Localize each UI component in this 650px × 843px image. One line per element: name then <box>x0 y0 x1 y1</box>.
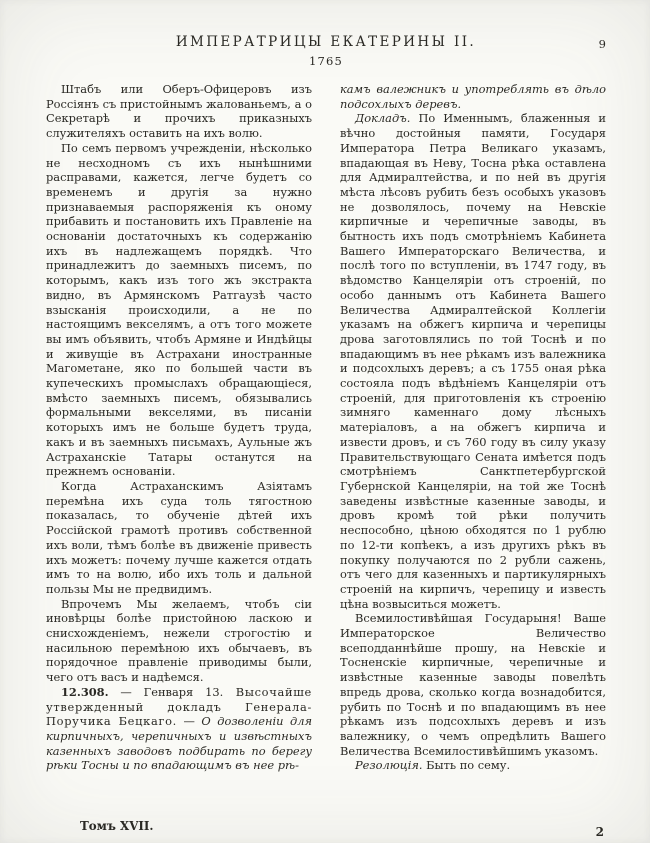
resolution-paragraph <box>340 758 606 773</box>
page-title: ИМПЕРАТРИЦЫ ЕКАТЕРИНЫ II. <box>175 34 477 50</box>
running-head <box>46 34 606 50</box>
report-body: По Именнымъ, блаженныя и вѣчно достойныя памяти, Государя Императора Петра Великаго указамъ, впадающая въ Неву, Тосна рѣка оставлена для Адмиралтейства, и по ней въ другія мѣста лѣсовъ рубить безъ особыхъ указовъ не дозволялось, почему на Невскіе кирпичные и черепичные заводы, въ бытность ихъ подъ смотрѣніемъ Кабинета Вашего Императорскаго Величества, и послѣ того по вступленіи, въ 1747 году, въ вѣдомство Канцеляріи отъ строеній, по особо даннымъ отъ Кабинета Вашего Величества Адмиралтейской Коллегіи указамъ на обжегъ кирпича и черепицы дрова заготовлялись по той Тоснѣ и по впадающимъ въ нее рѣкамъ изъ валежника и подсохлыхъ деревъ; а съ 1755 оная рѣка состояла подъ вѣдѣніемъ Канцеляріи отъ строеній, для приготовленія къ строенію зимняго каменнаго дому лѣсныхъ матеріаловъ, а на обжегъ кирпича и извести дровъ, и съ 760 году въ силу указу Правительствующаго Сената имѣется подъ смотрѣніемъ Санктпетербургской Губернской Канцеляріи, на той же Тоснѣ заведены извѣстные казенные заводы, и дровъ кромѣ той рѣки получить неспособно, цѣною обходятся по 1 рублю по 12-ти копѣекъ, а изъ другихъ рѣкъ въ покупку получаются по 2 рубли сажень, отъ чего для казенныхъ и партикулярныхъ строеній на кирпичъ, черепицу и известь цѣна возвыситься можетъ. <box>340 111 606 611</box>
law-entry-heading <box>46 685 312 773</box>
entry-separator: — <box>177 714 202 729</box>
page-number: 9 <box>598 37 606 51</box>
right-column <box>340 82 606 773</box>
paragraph: Когда Астраханскимъ Азіятамъ перемѣна ихъ суда толь тягостною показалась, то обученіе дѣтей ихъ Россійской грамотѣ противъ собственной ихъ воли, тѣмъ болѣе въ движеніе привесть ихъ можетъ: почему лучше кажется отдать имъ то на волю, ибо ихъ толь и дальной пользы Мы не предвидимъ. <box>46 478 312 596</box>
entry-date: Генваря 13. <box>143 684 224 699</box>
resolution-label: Резолюція. <box>355 758 423 773</box>
paragraph: По семъ первомъ учрежденіи, нѣсколько не несходномъ съ ихъ нынѣшними расправами, кажется, легче будетъ со временемъ и другія за нужно признаваемыя распоряженія къ оному прибавить и постановить ихъ Правленіе на основаніи достаточныхъ къ содержанію ихъ въ надлежащемъ порядкѣ. Что принадлежитъ до заемныхъ писемъ, по которымъ, какъ изъ того жъ экстракта видно, въ Армянскомъ Ратгаузѣ часто взысканія происходили, а не по настоящимъ векселямъ, а отъ того можете вы имъ объявить, чтобъ Армяне и Индѣйцы и живущіе въ Астрахани иностранные Магометане, яко по большей части въ купеческихъ промыслахъ обращающіеся, вмѣсто заемныхъ писемъ, обязывались формальными векселями, въ писаніи которыхъ имъ не больше будетъ труда, какъ и въ заемныхъ письмахъ, Аульные жъ Астраханскіе Татары останутся на прежнемъ основаніи. <box>46 140 312 479</box>
report-paragraph <box>340 111 606 611</box>
paragraph: Впрочемъ Мы желаемъ, чтобъ сіи иновѣрцы болѣе пристойною ласкою и снисхожденіемъ, нежели строгостію и насильною перемѣною ихъ обычаевъ, въ порядочное правленіе приводимы были, чего отъ васъ и надѣемся. <box>46 596 312 685</box>
year-heading: 1765 <box>308 54 344 68</box>
footer-signature-mark: 2 <box>595 825 604 839</box>
footer-volume-label: Томъ XVII. <box>80 819 154 833</box>
resolution-text: Быть по сему. <box>422 758 511 773</box>
left-column <box>46 82 312 773</box>
text-columns <box>46 82 606 773</box>
paragraph: Штабъ или Оберъ-Офицеровъ изъ Россіянъ съ пристойнымъ жалованьемъ, а о Секретарѣ и прочихъ приказныхъ служителяхъ оставить на ихъ волю. <box>46 82 312 141</box>
entry-number: 12.308. <box>61 684 109 699</box>
entry-doctype: Высочайше утвержденный докладъ Генерала-Поручика Бецкаго. <box>46 684 312 729</box>
report-label: Докладъ. <box>355 111 411 126</box>
petition-paragraph: Всемилостивѣйшая Государыня! Ваше Императорское Величество всеподданнѣйше прошу, на Невскіе и Тосненскіе кирпичные, черепичные и извѣстные казенные заводы повелѣть впредь дрова, сколько когда вознадобится, рубить по Тоснѣ и по впадающимъ въ нее рѣкамъ изъ подсохлыхъ деревъ и изъ валежнику, о чемъ опредѣлить Вашего Величества Всемилостивѣйшимъ указомъ. <box>340 611 606 758</box>
entry-title-continuation: камъ валежникъ и употреблять въ дѣло подсохлыхъ деревъ. <box>340 82 606 111</box>
entry-separator: — <box>108 684 144 699</box>
entry-title: О дозволеніи для кирпичныхъ, черепичныхъ и извѣстныхъ казенныхъ заводовъ подбирать по берегу рѣки Тосны и по впадающимъ въ нее рѣ- <box>46 714 312 773</box>
